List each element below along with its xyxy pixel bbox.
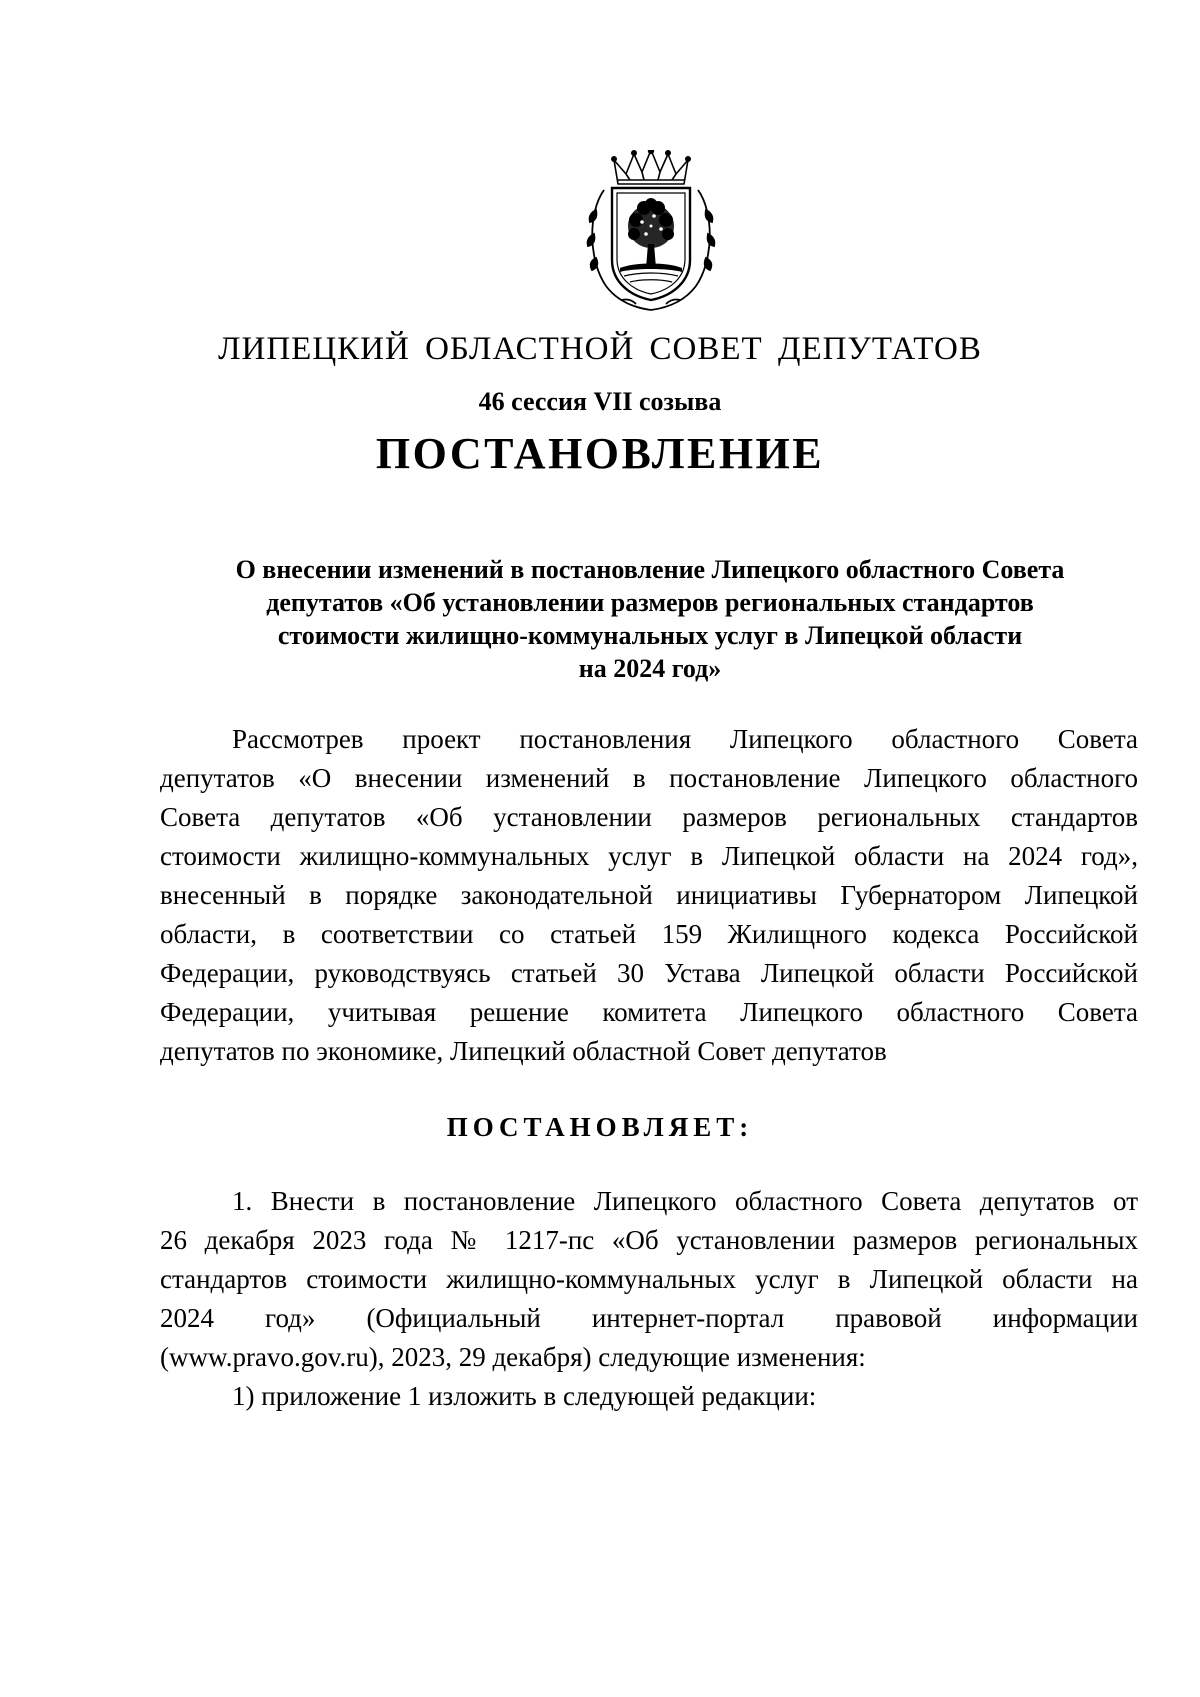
title-line: стоимости жилищно-коммунальных услуг в Липецкой области: [277, 621, 1023, 650]
paragraph-line: (www.pravo.gov.ru), 2023, 29 декабря) следующие изменения:: [160, 1342, 866, 1372]
paragraph-line: внесенный в порядке законодательной инициативы Губернатором Липецкой: [160, 880, 1138, 910]
paragraph-line: 26 декабря 2023 года № 1217-пс «Об установлении размеров региональных: [160, 1225, 1138, 1255]
paragraph-line: депутатов по экономике, Липецкий областной Совет депутатов: [160, 1036, 887, 1066]
paragraph-line: области, в соответствии со статьей 159 Жилищного кодекса Российской: [160, 919, 1138, 949]
item-1-paragraph: [160, 1182, 1138, 1377]
title-line: на 2024 год»: [578, 654, 722, 683]
paragraph-line: Совета депутатов «Об установлении размеров региональных стандартов: [160, 802, 1138, 832]
title-line: депутатов «Об установлении размеров региональных стандартов: [266, 588, 1034, 617]
decree-heading: ПОСТАНОВЛЯЕТ:: [446, 1112, 754, 1142]
paragraph-line: стоимости жилищно-коммунальных услуг в Липецкой области на 2024 год»,: [160, 841, 1138, 871]
document-title: [160, 553, 1140, 685]
paragraph-line: Федерации, руководствуясь статьей 30 Устава Липецкой области Российской: [160, 958, 1138, 988]
paragraph-line: депутатов «О внесении изменений в постановление Липецкого областного: [160, 763, 1138, 793]
paragraph-line: 2024 год» (Официальный интернет-портал правовой информации: [160, 1303, 1138, 1333]
title-line: О внесении изменений в постановление Липецкого областного Совета: [235, 555, 1065, 584]
paragraph-line: Федерации, учитывая решение комитета Липецкого областного Совета: [160, 997, 1138, 1027]
session-label: 46 сессия VII созыва: [478, 387, 722, 416]
subitem-1-paragraph: [160, 1377, 1138, 1416]
paragraph-line: 1) приложение 1 изложить в следующей редакции:: [232, 1381, 817, 1411]
coat-of-arms-icon: [584, 150, 718, 312]
organization-name: ЛИПЕЦКИЙ ОБЛАСТНОЙ СОВЕТ ДЕПУТАТОВ: [218, 331, 982, 367]
document-type: ПОСТАНОВЛЕНИЕ: [375, 429, 825, 478]
preamble-paragraph: [160, 720, 1138, 1071]
paragraph-line: 1. Внести в постановление Липецкого областного Совета депутатов от: [232, 1186, 1138, 1216]
paragraph-line: стандартов стоимости жилищно-коммунальных услуг в Липецкой области на: [160, 1264, 1138, 1294]
paragraph-line: Рассмотрев проект постановления Липецкого областного Совета: [232, 724, 1138, 754]
